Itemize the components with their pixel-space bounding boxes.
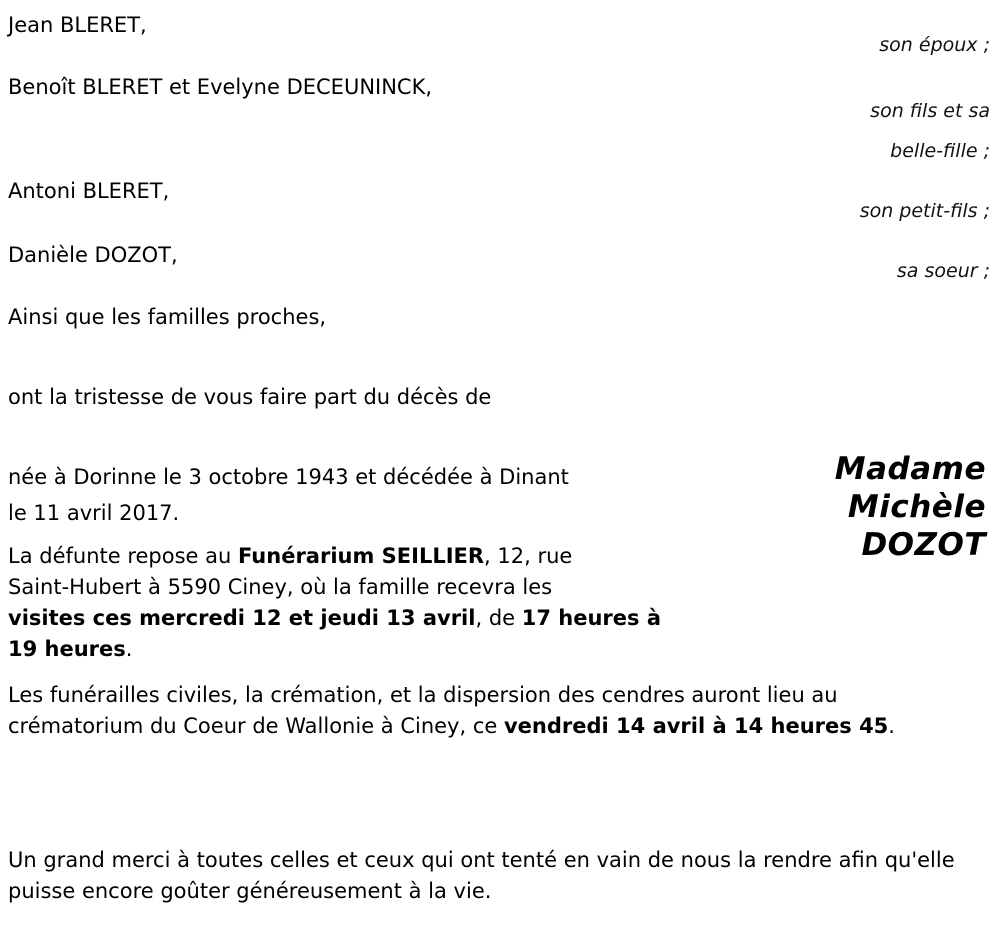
repose-text-4: . [125, 637, 133, 661]
survivor-relation-3: son petit-fils ; [859, 200, 990, 222]
repose-line-2: Saint-Hubert à 5590 Ciney, où la famille recevra les [8, 575, 553, 599]
funeral-datetime: vendredi 14 avril à 14 heures 45 [503, 714, 889, 738]
repose-text-3: , de [475, 606, 522, 630]
thanks-paragraph: Un grand merci à toutes celles et ceux qui ont tenté en vain de nous la rendre afin qu'elle puisse encore goûter généreusement à la vie. [8, 848, 955, 903]
survivor-name-1: Jean BLERET, [8, 13, 147, 37]
survivor-name-5: Ainsi que les familles proches, [8, 305, 327, 329]
repose-text-1: La défunte repose au [8, 544, 238, 568]
announcement-text: ont la tristesse de vous faire part du décès de [8, 385, 492, 409]
survivor-relation-4: sa soeur ; [896, 260, 990, 282]
survivor-name-2: Benoît BLERET et Evelyne DECEUNINCK, [8, 75, 433, 99]
birth-death-line-1: née à Dorinne le 3 octobre 1943 et décédée à Dinant [8, 465, 569, 489]
visiting-days: visites ces mercredi 12 et jeudi 13 avril [8, 606, 476, 630]
visiting-hours: 17 heures à 19 heures [8, 606, 662, 661]
repose-text-2: , 12, rue [484, 544, 573, 568]
deceased-name-block [835, 450, 986, 564]
funeral-paragraph [8, 680, 973, 742]
deceased-first-name: Michèle [847, 489, 986, 525]
funeral-home-name: Funérarium SEILLIER [238, 544, 485, 568]
survivor-name-4: Danièle DOZOT, [8, 243, 178, 267]
funeral-text-1: Les funérailles civiles, la crémation, et la dispersion des cendres auront lieu au crématorium du Coeur de Wallonie à Ciney, ce [8, 683, 838, 738]
deceased-title: Madame [834, 451, 986, 487]
survivor-relation-2b: belle-fille ; [890, 140, 990, 162]
birth-death-line-2: le 11 avril 2017. [8, 501, 180, 525]
survivor-relation-2a: son fils et sa [870, 100, 990, 122]
funeral-text-2: . [888, 714, 895, 738]
deceased-last-name: DOZOT [861, 527, 986, 563]
repose-paragraph [8, 541, 688, 665]
survivor-relation-1: son époux ; [879, 34, 990, 56]
survivor-name-3: Antoni BLERET, [8, 179, 170, 203]
